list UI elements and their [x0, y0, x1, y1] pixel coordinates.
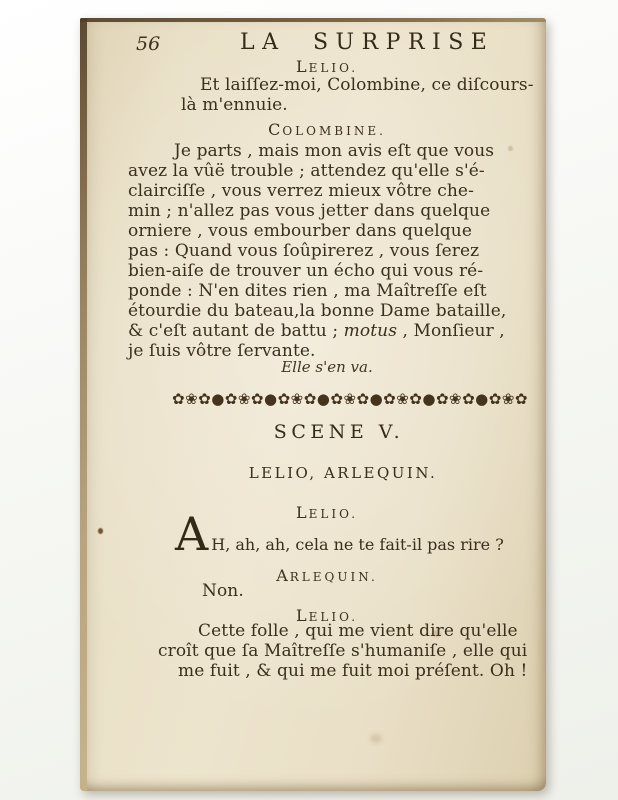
page-top-edge [80, 18, 546, 22]
scene-heading: SCENE V. [273, 421, 405, 443]
dialogue-line: Cette folle , qui me vient dire qu'elle [198, 621, 518, 641]
dialogue-line: croît que ſa Maîtreſſe s'humaniſe , elle qui [158, 641, 528, 661]
lelio-speech [158, 621, 527, 681]
speaker-name-lelio: LELIO. [295, 57, 359, 76]
foxing-spot [98, 528, 103, 534]
stage-direction: Elle s'en va. [281, 358, 373, 376]
latin-word: motus [343, 321, 398, 341]
scene-characters: LELIO, ARLEQUIN. [248, 464, 438, 482]
dialogue-line: min ; n'allez pas vous jetter dans quelque [128, 201, 491, 221]
ornament-band: ✿❀✿●✿❀✿●✿❀✿●✿❀✿●✿❀✿●✿❀✿●✿❀✿ [172, 390, 528, 408]
book-page [80, 18, 546, 791]
page-left-edge [80, 18, 87, 791]
dialogue-line: orniere , vous embourber dans quelque [128, 221, 472, 241]
dialogue-line: Non. [202, 581, 244, 601]
dialogue-text: & c'eſt autant de battu ; [128, 321, 344, 341]
speaker-name-lelio: LELIO. [295, 606, 359, 625]
dialogue-line [128, 321, 526, 341]
foxing-spot [370, 734, 382, 743]
dialogue-line: là m'ennuie. [181, 95, 288, 115]
speaker-name-lelio: LELIO. [295, 503, 359, 522]
dialogue-line: étourdie du bateau,la bonne Dame bataille, [128, 301, 507, 321]
dialogue-line: Je parts , mais mon avis eſt que vous [174, 141, 495, 161]
dialogue-line: pas : Quand vous ſoûpirerez , vous ſerez [128, 241, 480, 261]
dialogue-line: avez la vûë trouble ; attendez qu'elle s'é- [128, 161, 485, 181]
colombine-speech [128, 141, 526, 361]
dialogue-text: H, ah, ah, cela ne te fait-il pas rire ? [211, 535, 504, 554]
running-title: LA SURPRISE [240, 30, 495, 55]
dialogue-line: me fuit , & qui me fuit moi préſent. Oh ! [178, 661, 528, 681]
drop-cap: A [175, 507, 209, 561]
dialogue-text: , Monſieur , [397, 321, 505, 341]
speaker-name-colombine: COLOMBINE. [268, 120, 386, 139]
dialogue-line: Et laiſſez-moi, Colombine, ce diſcours- [200, 75, 534, 95]
dialogue-line: je ſuis vôtre ſervante. [128, 341, 316, 361]
page-number: 56 [136, 33, 161, 55]
dialogue-line: clairciſſe , vous verrez mieux vôtre che- [128, 181, 474, 201]
dialogue-line: bien-aiſe de trouver un écho qui vous ré- [128, 261, 484, 281]
speaker-name-arlequin: ARLEQUIN. [276, 566, 378, 585]
dialogue-line: ponde : N'en dites rien , ma Maîtreſſe eſt [128, 281, 487, 301]
